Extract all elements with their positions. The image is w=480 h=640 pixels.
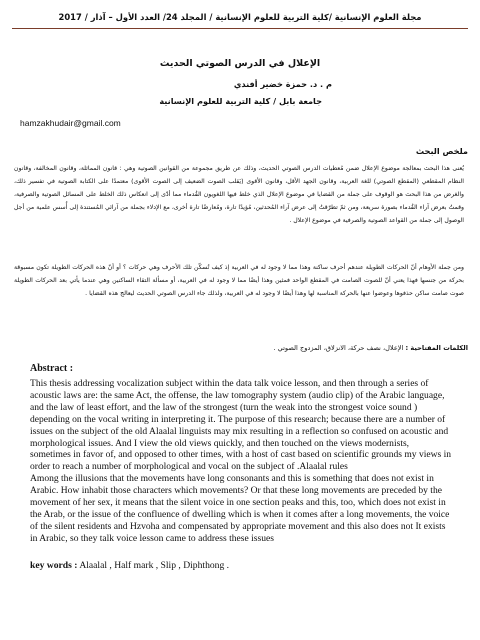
english-abstract-paragraph-1: This thesis addressing vocalization subject within the data talk voice lesson, and then through a series of acoustic laws are: the same Act, the offense, the law tomography system (audio clip) of the Arabic language, and the law of least effort, and the law of the strongest (turn the weak into the strongest voice sound ) depending on the vocal writing in interpreting it. The purpose of this research; because there are a number of issues on the subject of the old Alaalal linguists may mix resulting in a reflection so confused on acoustic and morphological issues. And I view the old views quickly, and then touched on the views modernists, sometimes in favor of, and opposed to other times, with a host of cast based on scientific grounds my views in order to reach a number of morphological and vocal on the subject of .Alaalal rules	[30, 378, 452, 473]
english-keywords-list: Alaalal , Half mark , Slip , Diphthong .	[79, 560, 230, 571]
header-rule	[12, 28, 468, 29]
arabic-abstract-paragraph-1	[14, 163, 464, 228]
english-abstract-title: Abstract :	[30, 363, 74, 374]
author-email: hamzakhudair@gmail.com	[20, 118, 121, 128]
arabic-keywords-list: الإعلال، نصف حركة، الانزلاق، المزدوج الصوتي .	[273, 344, 404, 352]
arabic-abstract-title: ملخص البحث	[415, 146, 468, 156]
arabic-paragraph-2-text: ومن جملة الأوهام أنّ الحركات الطويلة عندهم أحرف ساكنة وهذا مما لا وجود له في العربية إذ كيف تُسكّن تلك الأحرف وهي حركات ؟ أو أنّ هذه الحركات الطويلة تكون مسبوقة بحركة من جنسها فهذا يعني أنّ للصوت الصامت في المقطع الواحد فمثين وهذا أيضًا مما لا وجود له في العربية، أو مسألة التقاء الساكنين وهي عندما يأتي بعد الحركات الطويلة صوت صامت ساكن حذفوها وعوضوا عنها بالحركة المناسبة لها وهذا أيضًا لا وجود له في العربية، ولذلك جاء الدرس الصوتي الحديث ليعالج هذه القضايا .	[14, 264, 464, 297]
english-keywords-label: key words :	[30, 560, 78, 571]
paper-title: الإعلال في الدرس الصوتي الحديث	[159, 58, 321, 69]
arabic-abstract-paragraph-2	[14, 262, 464, 301]
english-abstract-body	[30, 378, 452, 545]
author-name: م . د. حمزة خضير أفندي	[233, 79, 332, 89]
arabic-keywords-label: الكلمات المفتاحية :	[405, 344, 468, 352]
author-affiliation: جامعة بابل / كلية التربية للعلوم الإنسانية	[159, 96, 322, 106]
arabic-paragraph-1-text: يُعنى هذا البحث بمعالجة موضوع الإعلال ضمن مُعطيات الدرس الصوتي الحديث، وذلك عن طريق مجموعة من القوانين الصوتية وهي : قانون المماثلة، وقانون المخالفة، وقانون النظام المقطعي (المقطع الصوتي) للغة العربية، وقانون الجهد الأقل، وقانون الأقوى (يَقلب الصوت الضعيف إلى الصوت الأقوى) معتمدًا على الكتابة الصوتية في تفسير ذلك، والغرض من هذا البحث هو الوقوف على جملة من القضايا في موضوع الإعلال الذي خلط فيها اللغويون القُدماء مما أدّى إلى انعكاس ذلك الخلط على المسائل الصوتية والصرفية، وقمتُ بعرض آراء القُدماء بصورة سريعة، ومن ثمّ تطرّقتُ إلى عرض آراء المُحدثين، مُؤيدًا تارة، ومُعارضًا تارة أخرى، مع الإدلاء بجملة من آرائي المُستندة إلى أُسس علمية من أجل الوصول إلى جملة من القواعد الصوتية والصرفية في موضوع الإعلال .	[14, 165, 464, 224]
journal-header: مجلة العلوم الإنسانية /كلية التربية للعلوم الإنسانية / المجلد 24/ العدد الأول – آذار / 2017	[58, 12, 422, 22]
english-keywords	[30, 560, 229, 571]
english-abstract-paragraph-2: Among the illusions that the movements have long consonants and this is something that does not exist in Arabic. How inhabit those characters which movements? Or that these long movements are preceded by the movement of her sex, it means that the silent voice in one section peaks and this, too, which does not exist in the Arab, or the issue of the confluence of dwelling which is when it comes after a long movements, the voice of the silent residents and Hzvoha and compensated by appropriate movement and this also does not It exists in Arabic, so they talk voice lesson came to address these issues	[30, 473, 450, 544]
arabic-keywords	[273, 344, 468, 352]
